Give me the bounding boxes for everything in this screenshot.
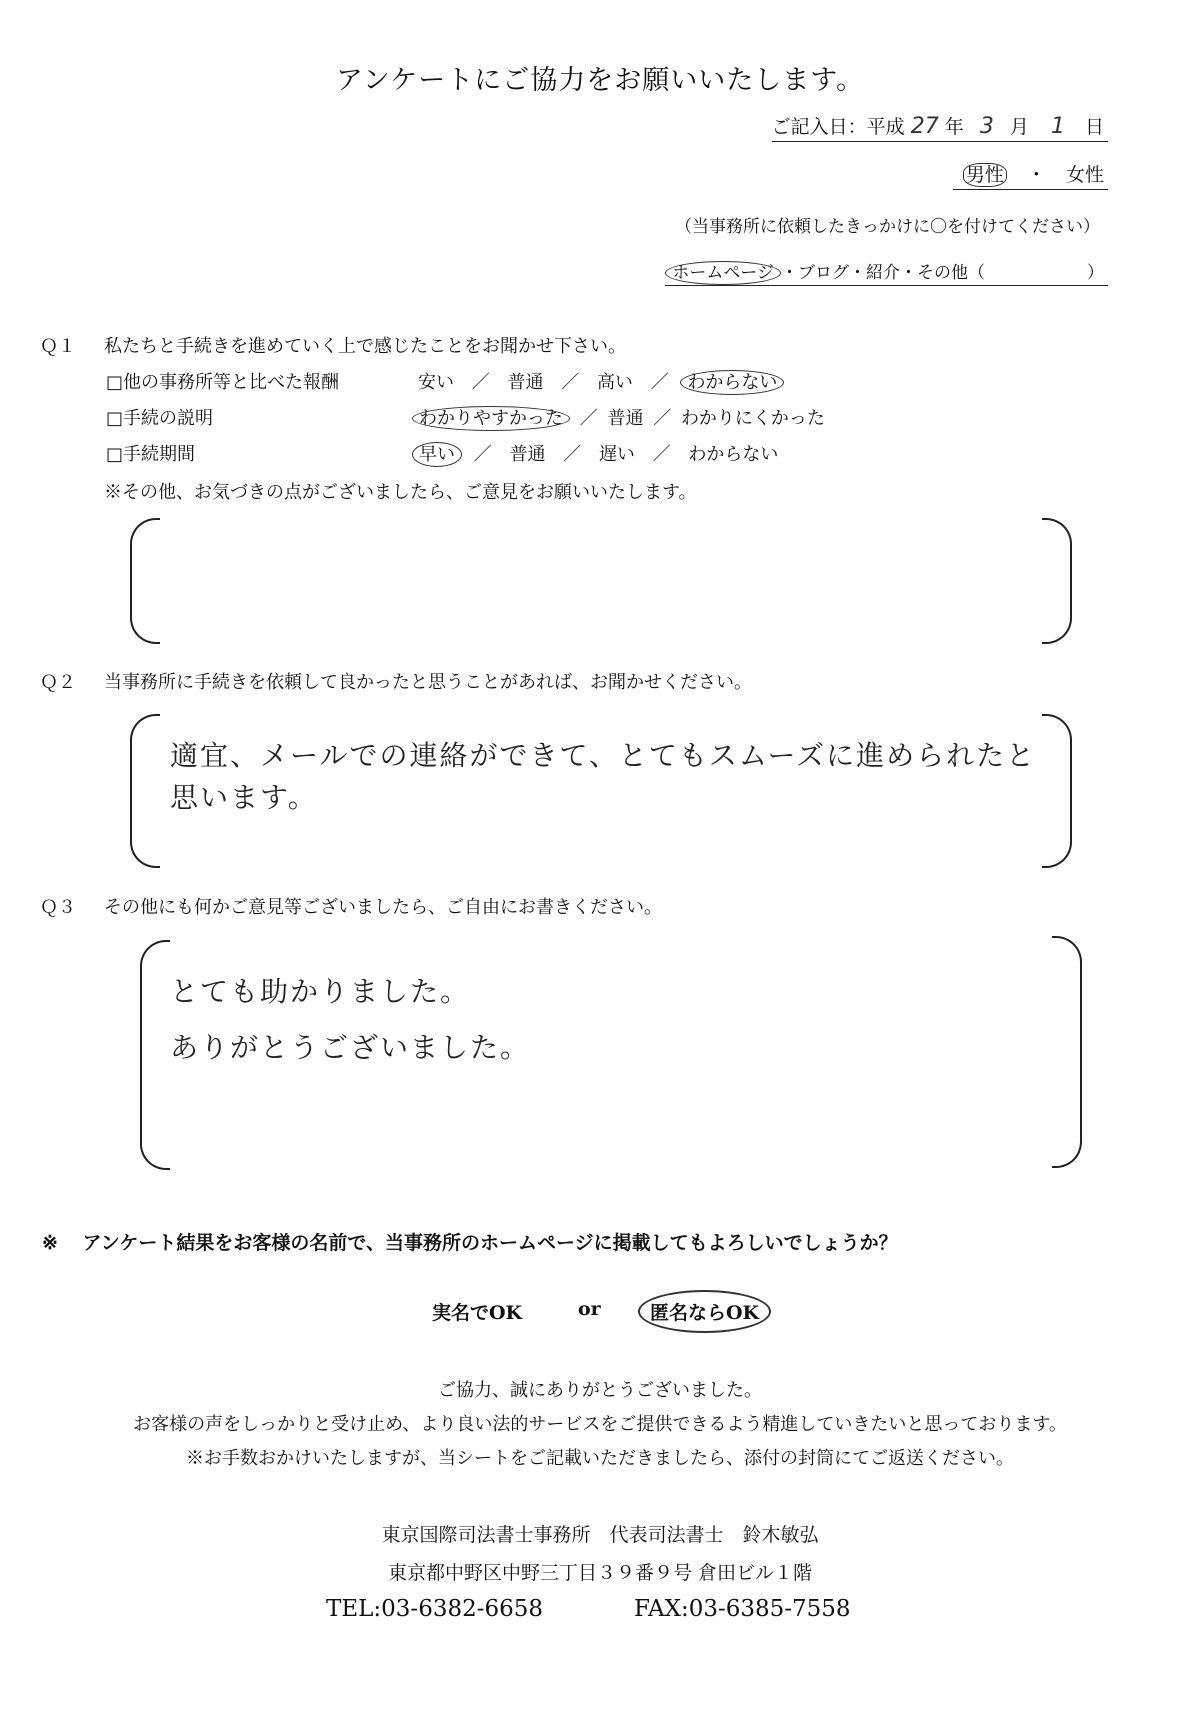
q2-answer-box-right <box>1042 714 1072 868</box>
q1-explanation-options: わかりやすかった ／ 普通 ／ わかりにくかった <box>418 404 825 430</box>
q1-question: 私たちと手続きを進めていく上で感じたことをお聞かせ下さい。 <box>104 336 626 357</box>
gender-field[interactable] <box>953 160 1108 190</box>
q3-answer-area[interactable] <box>170 940 1050 1166</box>
day-unit: 日 <box>1084 116 1104 138</box>
q1-fee-option-unknown[interactable]: わからない <box>680 370 784 395</box>
office-name: 東京国際司法書士事務所 代表司法書士 鈴木敏弘 <box>381 1524 819 1546</box>
q1-item-explanation[interactable]: □手続の説明 <box>106 408 214 429</box>
year-unit: 年 <box>944 116 964 138</box>
q1-item-fee[interactable]: □他の事務所等と比べた報酬 <box>106 372 340 393</box>
q1-comment-box-left <box>130 518 160 644</box>
q1-fee-option-cheap[interactable]: 安い <box>418 372 454 393</box>
q2-answer-area[interactable] <box>160 714 1040 864</box>
q1-duration-option-unknown[interactable]: わからない <box>688 444 779 465</box>
publish-option-real-name[interactable]: 実名でOK <box>432 1302 523 1324</box>
q1-number: Ｑ１ <box>40 336 76 357</box>
q1-fee-options: 安い ／ 普通 ／ 高い ／ わからない <box>418 368 778 394</box>
q3-answer-box-left <box>140 940 170 1170</box>
notice-mark: ※ <box>42 1232 58 1254</box>
q1-comment-area[interactable] <box>160 518 1040 642</box>
footer-thanks: ご協力、誠にありがとうございました。 <box>438 1380 762 1401</box>
office-address: 東京都中野区中野三丁目３９番９号 倉田ビル１階 <box>387 1562 813 1584</box>
q3-answer-box-right <box>1052 936 1082 1168</box>
q1-explanation-option-unclear[interactable]: わかりにくかった <box>680 408 825 429</box>
q2-number: Ｑ２ <box>40 672 76 693</box>
gender-male-option[interactable]: 男性 <box>963 163 1007 187</box>
q2-answer-box-left <box>130 714 160 868</box>
q2-answer-line-2: 思います。 <box>170 781 318 814</box>
gender-female-option[interactable]: 女性 <box>1065 164 1104 186</box>
q1-duration-option-fast[interactable]: 早い <box>412 442 462 467</box>
q1-explanation-option-clear[interactable]: わかりやすかった <box>412 406 570 431</box>
publish-question: ※ アンケート結果をお客様の名前で、当事務所のホームページに掲載してもよろしいでしょうか？ <box>42 1232 898 1254</box>
publish-or: or <box>578 1298 601 1320</box>
q3-answer-line-2: ありがとうございました。 <box>170 1031 531 1064</box>
q1-comment-box-right <box>1042 518 1072 644</box>
office-tel: TEL:03-6382-6658 <box>326 1596 544 1622</box>
year-value: 27 <box>910 114 939 139</box>
referral-homepage-option[interactable]: ホームページ <box>665 261 781 285</box>
date-field[interactable] <box>772 112 1108 142</box>
referral-other-options[interactable]: ・ブログ・紹介・その他（ ） <box>781 263 1104 283</box>
q3-question: その他にも何かご意見等ございましたら、ご自由にお書きください。 <box>104 897 662 918</box>
survey-title: アンケートにご協力をお願いいたします。 <box>335 65 865 96</box>
month-unit: 月 <box>1009 116 1029 138</box>
q1-duration-option-normal[interactable]: 普通 <box>509 444 546 465</box>
q3-number: Ｑ３ <box>40 897 76 918</box>
footer-message: お客様の声をしっかりと受け止め、より良い法的サービスをご提供できるよう精進していきたいと思っております。 <box>133 1414 1067 1435</box>
q1-item-duration[interactable]: □手続期間 <box>106 444 196 465</box>
q1-duration-options: 早い ／ 普通 ／ 遅い ／ わからない <box>418 440 778 466</box>
day-value: 1 <box>1050 114 1065 139</box>
month-value: 3 <box>979 114 994 139</box>
referral-field[interactable] <box>665 258 1108 286</box>
q1-fee-option-normal[interactable]: 普通 <box>507 372 544 393</box>
office-fax: FAX:03-6385-7558 <box>634 1596 851 1622</box>
q1-fee-option-high[interactable]: 高い <box>596 372 633 393</box>
referral-hint: （当事務所に依頼したきっかけに〇を付けてください） <box>675 217 1100 237</box>
q1-duration-option-slow[interactable]: 遅い <box>598 444 635 465</box>
q1-explanation-option-normal[interactable]: 普通 <box>607 408 644 429</box>
gender-separator: ・ <box>1026 164 1046 186</box>
date-label: ご記入日：平成 <box>771 116 905 138</box>
q3-answer-line-1: とても助かりました。 <box>170 975 471 1008</box>
footer-return-note: ※お手数おかけいたしますが、当シートをご記載いただきましたら、添付の封筒にてご返送ください。 <box>186 1448 1014 1469</box>
publish-option-anonymous[interactable]: 匿名ならOK <box>638 1290 771 1333</box>
q2-answer-line-1: 適宜、メールでの連絡ができて、とてもスムーズに進められたと <box>170 739 1037 772</box>
q1-note: ※その他、お気づきの点がございましたら、ご意見をお願いいたします。 <box>104 482 697 503</box>
q2-question: 当事務所に手続きを依頼して良かったと思うことがあれば、お聞かせください。 <box>104 672 752 693</box>
